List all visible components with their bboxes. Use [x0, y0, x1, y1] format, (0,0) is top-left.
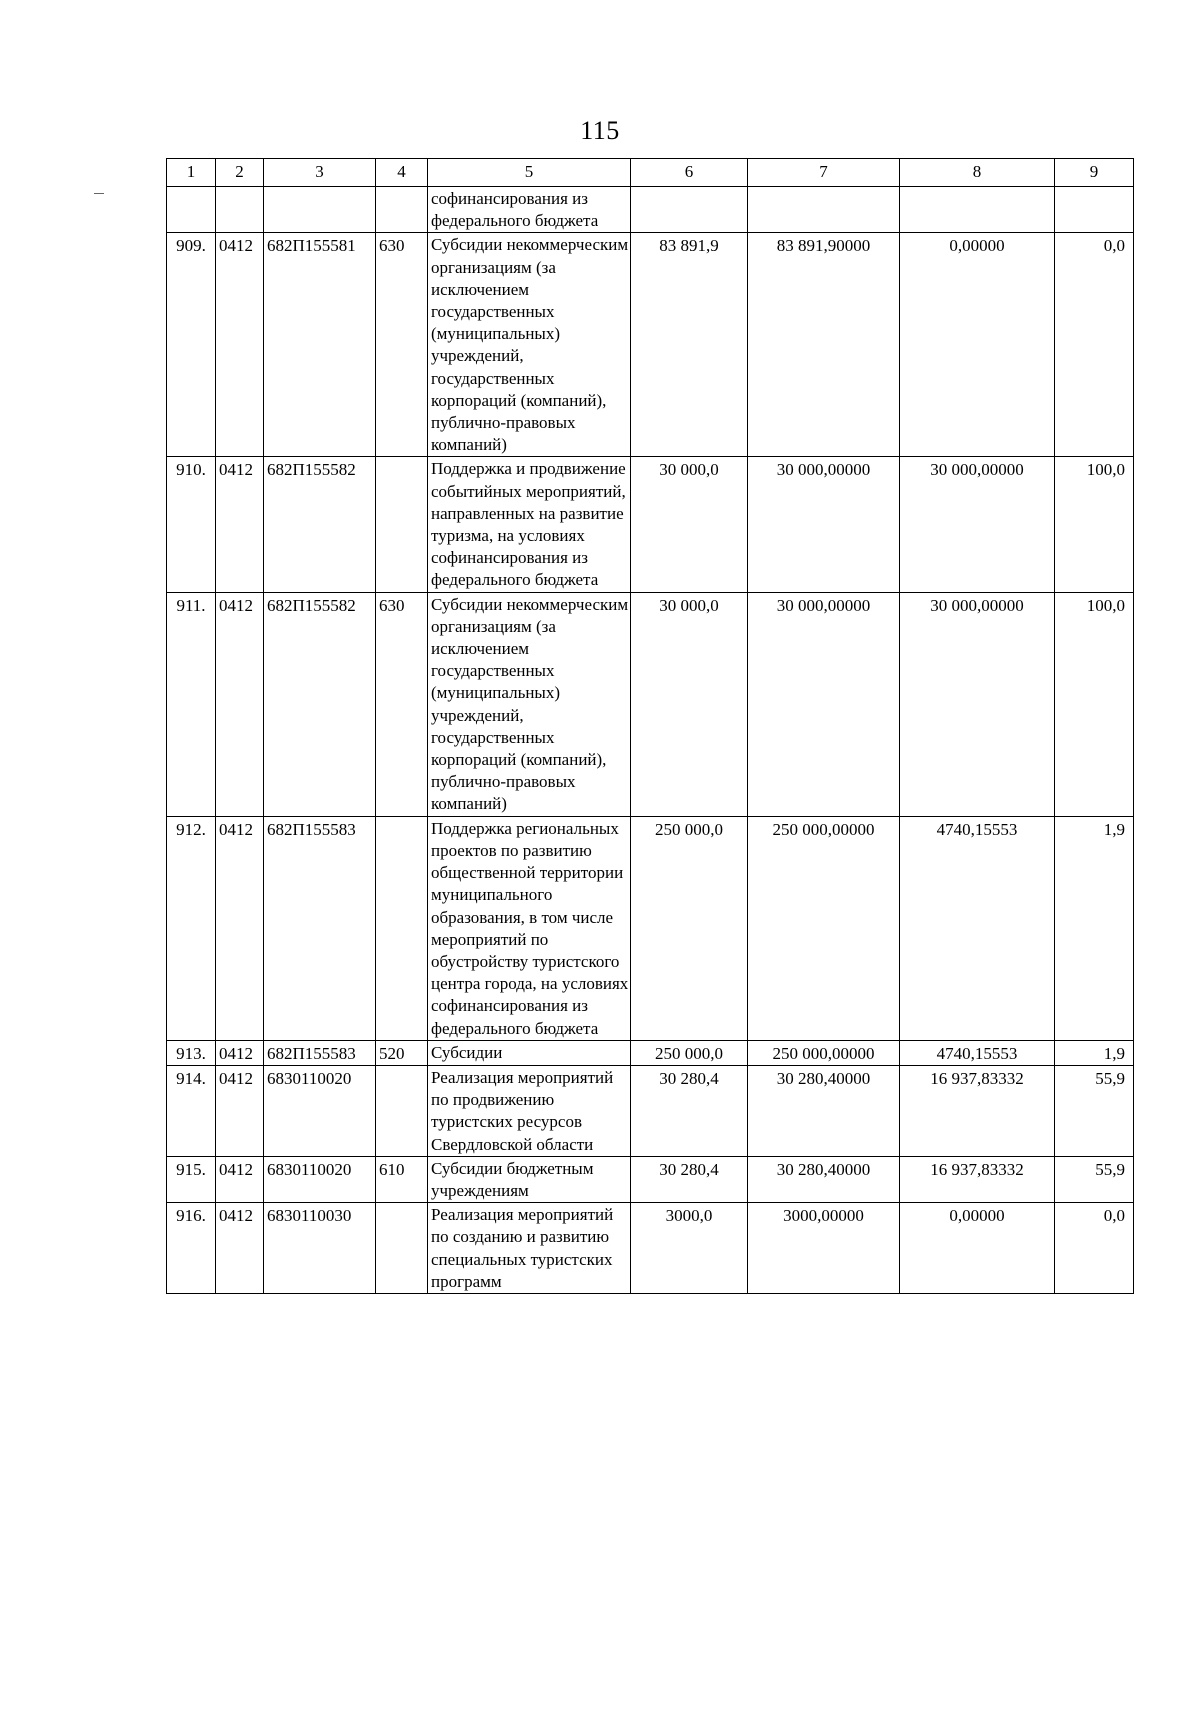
expense-type: 610: [376, 1156, 428, 1202]
item-name: Поддержка и продвижение событийных мероприятий, направленных на развитие туризма, на условиях софинансирования из федерального бюджета: [428, 457, 631, 592]
execution-percent: 100,0: [1055, 592, 1134, 816]
expense-type: [376, 1203, 428, 1294]
expense-type: 630: [376, 592, 428, 816]
target-code: 682П155583: [264, 1040, 376, 1065]
executed-amount: 0,00000: [900, 233, 1055, 457]
col-header-6: 6: [631, 159, 748, 187]
plan-amount: 250 000,0: [631, 816, 748, 1040]
target-code: 682П155582: [264, 457, 376, 592]
section-code: 0412: [216, 592, 264, 816]
row-number: [167, 187, 216, 233]
row-number: 916.: [167, 1203, 216, 1294]
row-number: 910.: [167, 457, 216, 592]
execution-percent: 100,0: [1055, 457, 1134, 592]
target-code: [264, 187, 376, 233]
approved-amount: 250 000,00000: [748, 1040, 900, 1065]
row-number: 915.: [167, 1156, 216, 1202]
item-name: Поддержка региональных проектов по развитию общественной территории муниципального образования, в том числе мероприятий по обустройству туристского центра города, на условиях софинансирования из федерального бюджета: [428, 816, 631, 1040]
col-header-7: 7: [748, 159, 900, 187]
section-code: 0412: [216, 816, 264, 1040]
item-name: Реализация мероприятий по созданию и развитию специальных туристских программ: [428, 1203, 631, 1294]
item-name: Субсидии: [428, 1040, 631, 1065]
table-row: [167, 233, 1134, 457]
execution-percent: 1,9: [1055, 816, 1134, 1040]
expense-type: [376, 187, 428, 233]
section-code: 0412: [216, 1156, 264, 1202]
col-header-2: 2: [216, 159, 264, 187]
col-header-9: 9: [1055, 159, 1134, 187]
col-header-5: 5: [428, 159, 631, 187]
execution-percent: 0,0: [1055, 233, 1134, 457]
executed-amount: 30 000,00000: [900, 592, 1055, 816]
col-header-4: 4: [376, 159, 428, 187]
approved-amount: 3000,00000: [748, 1203, 900, 1294]
expense-type: 630: [376, 233, 428, 457]
executed-amount: 0,00000: [900, 1203, 1055, 1294]
expense-type: [376, 1065, 428, 1156]
section-code: 0412: [216, 457, 264, 592]
section-code: 0412: [216, 1040, 264, 1065]
header-row: [167, 159, 1134, 187]
executed-amount: 16 937,83332: [900, 1156, 1055, 1202]
row-number: 913.: [167, 1040, 216, 1065]
approved-amount: 30 000,00000: [748, 592, 900, 816]
target-code: 6830110020: [264, 1065, 376, 1156]
section-code: 0412: [216, 1203, 264, 1294]
section-code: 0412: [216, 1065, 264, 1156]
execution-percent: 0,0: [1055, 1203, 1134, 1294]
table-row: [167, 1065, 1134, 1156]
item-name: Субсидии бюджетным учреждениям: [428, 1156, 631, 1202]
plan-amount: [631, 187, 748, 233]
col-header-3: 3: [264, 159, 376, 187]
section-code: [216, 187, 264, 233]
item-name: Субсидии некоммерческим организациям (за исключением государственных (муниципальных) учреждений, государственных корпораций (компаний), публично-правовых компаний): [428, 233, 631, 457]
target-code: 682П155582: [264, 592, 376, 816]
approved-amount: [748, 187, 900, 233]
executed-amount: 4740,15553: [900, 1040, 1055, 1065]
table-row: [167, 187, 1134, 233]
item-name: Субсидии некоммерческим организациям (за исключением государственных (муниципальных) учреждений, государственных корпораций (компаний), публично-правовых компаний): [428, 592, 631, 816]
plan-amount: 250 000,0: [631, 1040, 748, 1065]
row-number: 914.: [167, 1065, 216, 1156]
table-row: [167, 457, 1134, 592]
plan-amount: 3000,0: [631, 1203, 748, 1294]
row-number: 909.: [167, 233, 216, 457]
execution-percent: [1055, 187, 1134, 233]
scan-mark: [94, 193, 104, 194]
page-number: 115: [580, 116, 620, 145]
execution-percent: 1,9: [1055, 1040, 1134, 1065]
col-header-8: 8: [900, 159, 1055, 187]
budget-table: [166, 158, 1134, 1294]
table-row: [167, 1203, 1134, 1294]
executed-amount: [900, 187, 1055, 233]
approved-amount: 30 280,40000: [748, 1156, 900, 1202]
table-row: [167, 1040, 1134, 1065]
plan-amount: 30 000,0: [631, 457, 748, 592]
col-header-1: 1: [167, 159, 216, 187]
expense-type: [376, 816, 428, 1040]
item-name: софинансирования из федерального бюджета: [428, 187, 631, 233]
item-name: Реализация мероприятий по продвижению туристских ресурсов Свердловской области: [428, 1065, 631, 1156]
execution-percent: 55,9: [1055, 1065, 1134, 1156]
plan-amount: 30 280,4: [631, 1065, 748, 1156]
approved-amount: 30 280,40000: [748, 1065, 900, 1156]
executed-amount: 30 000,00000: [900, 457, 1055, 592]
expense-type: [376, 457, 428, 592]
table-row: [167, 816, 1134, 1040]
plan-amount: 30 000,0: [631, 592, 748, 816]
row-number: 911.: [167, 592, 216, 816]
execution-percent: 55,9: [1055, 1156, 1134, 1202]
target-code: 682П155581: [264, 233, 376, 457]
plan-amount: 83 891,9: [631, 233, 748, 457]
table-row: [167, 1156, 1134, 1202]
approved-amount: 30 000,00000: [748, 457, 900, 592]
approved-amount: 250 000,00000: [748, 816, 900, 1040]
executed-amount: 16 937,83332: [900, 1065, 1055, 1156]
plan-amount: 30 280,4: [631, 1156, 748, 1202]
row-number: 912.: [167, 816, 216, 1040]
section-code: 0412: [216, 233, 264, 457]
target-code: 6830110020: [264, 1156, 376, 1202]
approved-amount: 83 891,90000: [748, 233, 900, 457]
table-row: [167, 592, 1134, 816]
target-code: 6830110030: [264, 1203, 376, 1294]
expense-type: 520: [376, 1040, 428, 1065]
target-code: 682П155583: [264, 816, 376, 1040]
executed-amount: 4740,15553: [900, 816, 1055, 1040]
